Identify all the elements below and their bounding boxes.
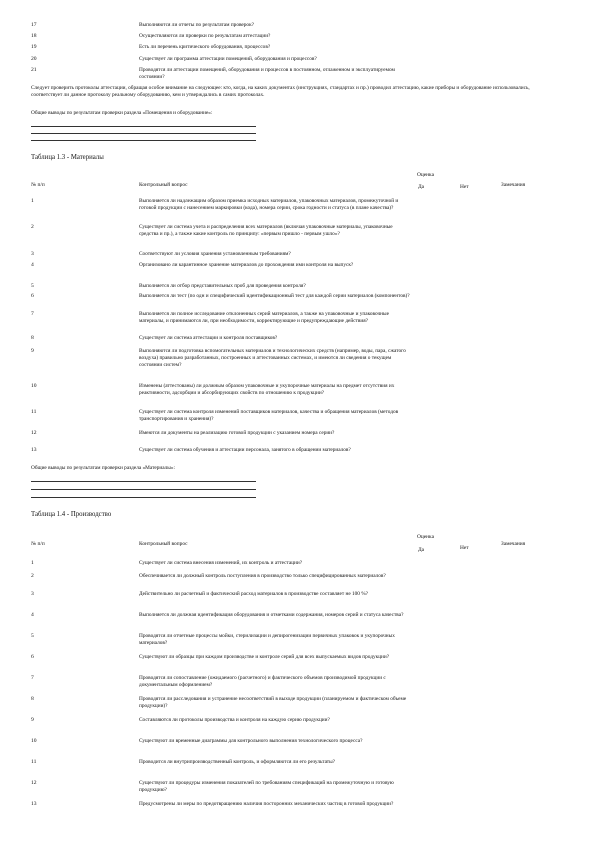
row-number: 9 — [31, 348, 34, 354]
row-number: 12 — [31, 430, 37, 436]
row-number: 3 — [31, 591, 34, 597]
row-number: 4 — [31, 612, 34, 618]
row-question: Соответствуют ли условия хранения установленным требованиям? — [139, 251, 291, 257]
row-question: Действительно ли расчетный и фактический расход материалов в производстве составляет не 100 %? — [139, 591, 369, 597]
t14-col-number: № п/п — [31, 541, 45, 547]
row-number: 13 — [31, 801, 37, 807]
row-question: Выполняются ли отчеты по результатам проверок? — [139, 22, 255, 28]
t14-col-yes: Да — [418, 547, 425, 553]
row-question: Проводятся ли аттестации помещений, оборудования и процессов в постоянном, отлаженном и эксплуатируемом состоянии? — [139, 67, 395, 80]
row-number: 17 — [31, 22, 37, 28]
row-question: Выполняется ли надлежащим образом приемка исходных материалов, упаковочных материалов, промежуточной и готовой продукции с нанесением маркировки (кода), номера серии, срока годности и статуса (в плане качества)? — [139, 198, 399, 211]
t14-col-notes: Замечания — [501, 541, 526, 547]
row-question: Организовано ли карантинное хранение материалов до прохождения ими контроля на выпуск? — [139, 262, 354, 268]
row-question: Существует ли система контроля изменений поставщиков материалов, качества и обращения материалов (методов транспортирования и хранения)? — [139, 409, 399, 422]
row-question: Существует ли система внесения изменений, их контроль и аттестации? — [139, 560, 303, 566]
row-number: 19 — [31, 44, 37, 50]
t13-col-number: № п/п — [31, 182, 45, 188]
row-question: Есть ли перечень критического оборудования, процессов? — [139, 44, 271, 50]
row-number: 13 — [31, 447, 37, 453]
row-question: Осуществляются ли проверки по результатам аттестации? — [139, 33, 271, 39]
row-question: Проводятся ли расследования и устранение несоответствий в выходе продукции (планируемом и фактическом объеме продукции)? — [139, 696, 407, 709]
t14-col-evaluation: Оценка — [417, 534, 434, 540]
conclusion-line — [31, 133, 256, 134]
row-number: 8 — [31, 335, 34, 341]
row-question: Существует ли программа аттестации помещений, оборудования и процессов? — [139, 56, 317, 62]
row-number: 1 — [31, 198, 34, 204]
row-number: 11 — [31, 409, 37, 415]
protocol-note-paragraph: Следует проверить протоколы аттестации, обращая особое внимание на следующее: кто, когда, на каких документах (инструкциях, стандартах и пр.) проводил аттестацию, какие приборы и оборудование использовались, соответствует ли данное протоколу реальному оборудованию, кем и утверждались в самих протоколах. — [31, 85, 530, 98]
row-number: 1 — [31, 560, 34, 566]
table-1-4-title: Таблица 1.4 - Производство — [31, 511, 112, 518]
t13-col-no: Нет — [460, 184, 469, 190]
row-number: 2 — [31, 224, 34, 230]
row-number: 10 — [31, 738, 37, 744]
row-number: 6 — [31, 654, 34, 660]
row-number: 20 — [31, 56, 37, 62]
row-question: Существуют ли процедуры изменения показателей по требованиям спецификаций на промежуточную и готовую продукцию? — [139, 780, 394, 793]
row-question: Проводятся ли отчетные процессы мойки, стерилизации и депирогенизации первичных упаковок и укупорочных материалов? — [139, 633, 395, 646]
conclusion-line — [31, 140, 256, 141]
row-number: 2 — [31, 573, 34, 579]
row-question: Существуют ли образцы при каждом производстве и контроле серий для всех выпускаемых видов продукции? — [139, 654, 390, 660]
row-question: Проводится ли внутрипроизводственный контроль, и оформляются ли его результаты? — [139, 759, 336, 765]
t13-col-evaluation: Оценка — [417, 172, 434, 178]
row-question: Существует ли система учета и распределения всех материалов (включая упаковочные материалы, упаковочные средства и пр.), а также какие контроль по принципу: «первым пришло - первым ушло»? — [139, 224, 393, 237]
row-question: Выполняется ли отбор представительных проб для проведения контроля? — [139, 283, 306, 289]
row-number: 10 — [31, 383, 37, 389]
row-number: 5 — [31, 283, 34, 289]
row-number: 12 — [31, 780, 37, 786]
conclusion-line — [31, 489, 256, 490]
row-question: Выполняется ли тест (по одн и специфический идентификационный тест для каждой серии материалов (компонентов)? — [139, 293, 410, 299]
row-number: 8 — [31, 696, 34, 702]
premises-conclusion-heading: Общие выводы по результатам проверки раздела «Помещения и оборудование»: — [31, 110, 213, 116]
row-number: 7 — [31, 675, 34, 681]
row-question: Обеспечивается ли должный контроль поступления в производство только специфицированных материалов? — [139, 573, 386, 579]
row-question: Существует ли система аттестации и контроля поставщиков? — [139, 335, 278, 341]
materials-conclusion-heading: Общие выводы по результатам проверки раздела «Материалы»: — [31, 465, 175, 471]
t14-col-no: Нет — [460, 545, 469, 551]
row-question: Выполняется ли полное исследование отклоненных серий материалов, а также на упаковочные и упаковочные материалы, и принимаются ли, при необходимости, корректирующие и предупреждающие действия? — [139, 311, 389, 324]
conclusion-line — [31, 497, 256, 498]
t13-col-question: Контрольный вопрос — [139, 182, 188, 188]
row-question: Изменены (аттестованы) ли должным образом упаковочные и укупорочные материалы на предмет отсутствия их реактивности, адсорбции и абсорбирующих свойств по отношению к продукции? — [139, 383, 395, 396]
row-question: Составляются ли протоколы производства и контроля на каждую серию продукции? — [139, 717, 330, 723]
t13-col-yes: Да — [418, 184, 425, 190]
row-question: Проводятся ли сопоставление (ожидаемого (расчетного) и фактического объемов производимой продукции с документальным оформлением? — [139, 675, 386, 688]
row-question: Имеются ли документы на реализацию готовой продукции с указанием номера серии? — [139, 430, 335, 436]
row-number: 11 — [31, 759, 37, 765]
row-number: 7 — [31, 311, 34, 317]
row-number: 3 — [31, 251, 34, 257]
row-question: Выполняются ли подготовка вспомогательных материалов и технологических средств (например, воды, пара, сжатого воздуха) правильно разработанных, построенных и аттестованных системах, и имеются ли сведения о текущем состоянии систем? — [139, 348, 406, 368]
t14-col-question: Контрольный вопрос — [139, 541, 188, 547]
conclusion-line — [31, 481, 256, 482]
row-question: Существуют ли временные диаграммы для контрольного выполнения технологического процесса? — [139, 738, 363, 744]
row-number: 5 — [31, 633, 34, 639]
row-number: 6 — [31, 293, 34, 299]
row-number: 18 — [31, 33, 37, 39]
row-question: Существует ли система обучения и аттестации персонала, занятого в обращении материалов? — [139, 447, 351, 453]
table-1-3-title: Таблица 1.3 - Материалы — [31, 154, 104, 161]
row-question: Выполняется ли должная идентификация оборудования и отметками содержания, номеров серий и статуса качества? — [139, 612, 404, 618]
row-number: 21 — [31, 67, 37, 73]
conclusion-line — [31, 126, 256, 127]
row-number: 4 — [31, 262, 34, 268]
t13-col-notes: Замечания — [501, 182, 526, 188]
row-number: 9 — [31, 717, 34, 723]
row-question: Предусмотрены ли меры по предотвращению наличия посторонних механических частиц в готовой продукции? — [139, 801, 394, 807]
